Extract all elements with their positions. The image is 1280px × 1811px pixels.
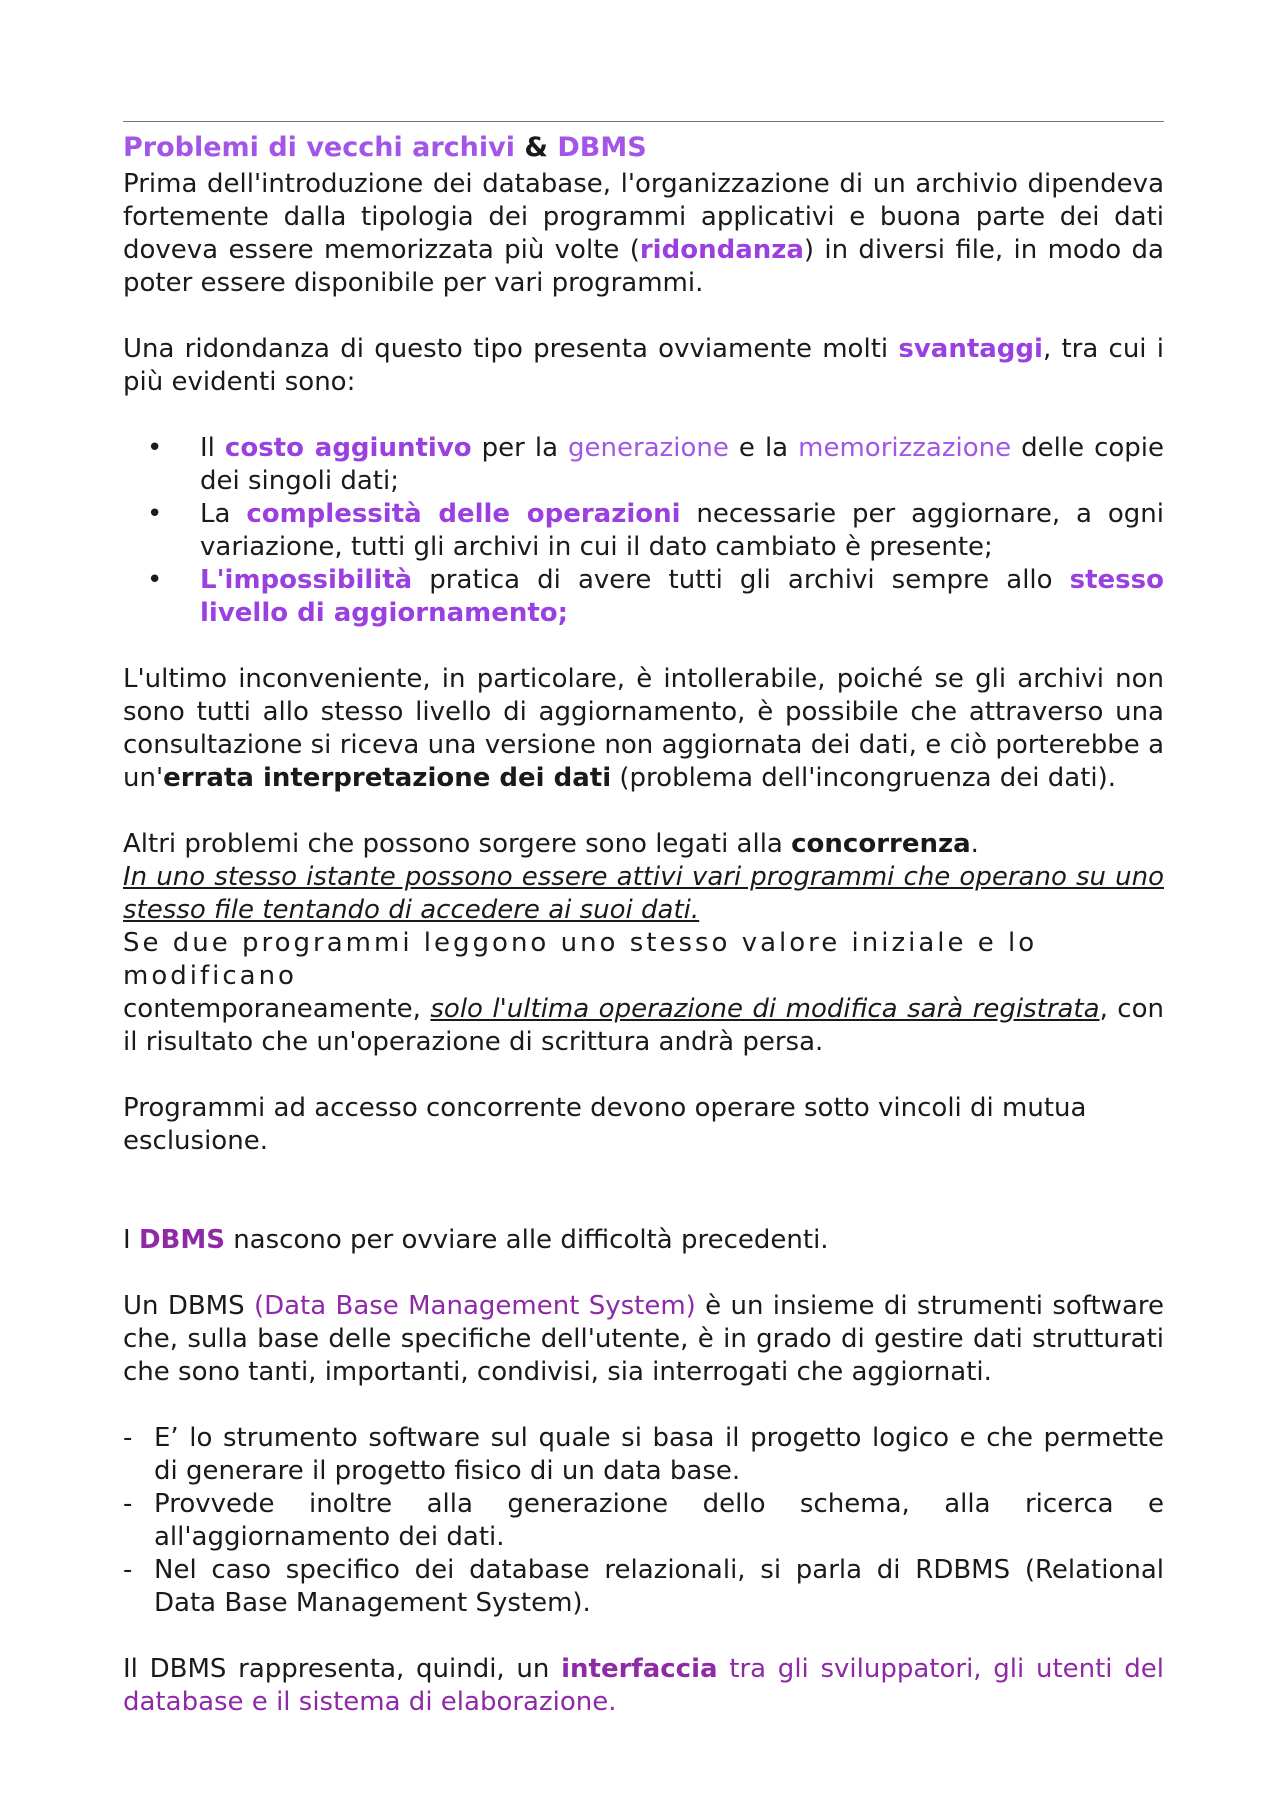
paragraph-concorrenza-spaced [123,927,1164,993]
bold-concorrenza: concorrenza [791,829,971,859]
list-item: - E’ lo strumento software sul quale si basa il progetto logico e che permette di generare il progetto fisico di un data base. [123,1422,1164,1488]
paragraph-mutua-esclusione: Programmi ad accesso concorrente devono operare sotto vincoli di mutua esclusione. [123,1093,1087,1156]
text-run: . [970,829,979,859]
text-run: Il [200,433,225,463]
highlight-dbms-acronym: (Data Base Management System) [253,1291,696,1321]
section-title [123,130,1164,166]
text-run: e la [728,433,799,463]
title-part1: Problemi di vecchi archivi [123,132,515,163]
text-run: Il DBMS rappresenta, quindi, un [123,1654,562,1684]
list-item: - Provvede inoltre alla generazione dello schema, alla ricerca e all'aggiornamento dei dati. [123,1488,1164,1554]
dbms-features-list [123,1422,1164,1620]
list-item [123,564,1164,630]
text-run: Un DBMS [123,1291,254,1321]
highlight-costo: costo aggiuntivo [224,433,472,463]
paragraph-intro [123,168,1164,300]
text-run: , con il risultato che un'operazione di scrittura andrà persa. [123,994,1164,1057]
text-run: contemporaneamente, [123,994,431,1024]
text-run: I [123,1225,139,1255]
text-run: Altri problemi che possono sorgere sono legati alla [123,829,792,859]
highlight-generazione: generazione [568,433,729,463]
paragraph-concorrenza-end [123,993,1164,1059]
text-run: L'ultimo inconveniente, in particolare, è intollerabile, poiché se gli archivi non sono tutti allo stesso livello di aggiornamento, è possibile che attraverso una consultazione si riceva una versione non aggiornata dei dati, e ciò porterebbe a un' [123,664,1164,793]
highlight-stesso-livello: stesso livello di aggiornamento; [200,565,1164,628]
highlight-interfaccia: interfaccia [561,1654,718,1684]
highlight-interfaccia-tail: tra gli sviluppatori, gli utenti del database e il sistema di elaborazione. [123,1654,1164,1717]
paragraph-interfaccia [123,1653,1164,1719]
paragraph-concorrenza-italic [123,861,1164,927]
paragraph-dbms-intro [123,1224,1164,1257]
list-item [123,498,1164,564]
italic-underlined-text: In uno stesso istante possono essere attivi vari programmi che operano su uno stesso file tentando di accedere ai suoi dati. [123,862,1164,925]
top-divider [123,121,1164,122]
disadvantages-list [123,432,1164,630]
text-run: nascono per ovviare alle difficoltà precedenti. [224,1225,829,1255]
highlight-impossibilita: L'impossibilità [200,565,413,595]
text-run: , tra cui i più evidenti sono: [123,334,1164,397]
list-item: - Nel caso specifico dei database relazionali, si parla di RDBMS (Relational Data Base Management System). [123,1554,1164,1620]
italic-underlined-text: solo l'ultima operazione di modifica sarà registrata [430,994,1100,1024]
highlight-complessita: complessità delle operazioni [246,499,681,529]
highlight-ridondanza: ridondanza [639,235,804,265]
text-run: pratica di avere tutti gli archivi sempre allo [412,565,1070,595]
list-item [123,432,1164,498]
highlight-svantaggi: svantaggi [898,334,1043,364]
text-run: necessarie per aggiornare, a ogni variazione, tutti gli archivi in cui il dato cambiato è presente; [200,499,1164,562]
bold-errata-interpretazione: errata interpretazione dei dati [163,763,612,793]
text-run: (problema dell'incongruenza dei dati). [611,763,1117,793]
highlight-dbms: DBMS [138,1225,225,1255]
paragraph-dbms-definition [123,1290,1164,1389]
document-body [123,121,1164,1719]
title-ampersand: & [515,132,558,163]
text-run: delle copie dei singoli dati; [200,433,1165,496]
title-part2: DBMS [557,132,647,163]
text-run: per la [471,433,569,463]
paragraph-svantaggi [123,333,1164,399]
text-run: Se due programmi leggono uno stesso valore iniziale e lo modificano [123,928,1038,991]
text-run: Prima dell'introduzione dei database, l'organizzazione di un archivio dipendeva fortemente dalla tipologia dei programmi applicativi e buona parte dei dati doveva essere memorizzata più volte ( [123,169,1164,265]
paragraph-concorrenza [123,828,1164,861]
highlight-memorizzazione: memorizzazione [798,433,1012,463]
text-run: è un insieme di strumenti software che, sulla base delle specifiche dell'utente, è in grado di gestire dati strutturati che sono tanti, importanti, condivisi, sia interrogati che aggiornati. [123,1291,1165,1387]
paragraph-inconveniente [123,663,1164,795]
text-run: La [200,499,247,529]
text-run: ) in diversi file, in modo da poter essere disponibile per vari programmi. [123,235,1164,298]
text-run: Una ridondanza di questo tipo presenta ovviamente molti [123,334,899,364]
